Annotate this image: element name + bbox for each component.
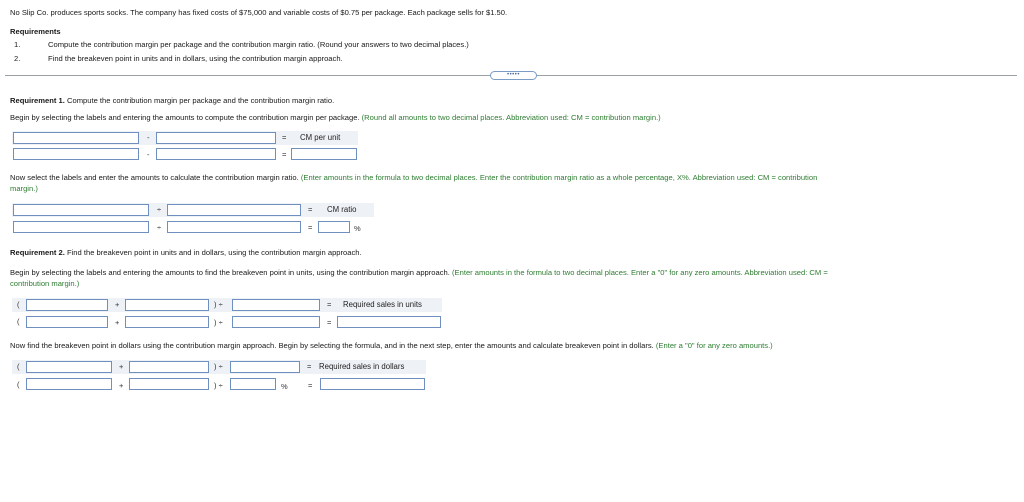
close-paren-divide: ) ÷	[214, 318, 223, 327]
equals-operator: =	[308, 205, 313, 214]
plus-operator: +	[119, 381, 124, 390]
req2-instr2-text: Now find the breakeven point in dollars using the contribution margin approach. Begin by selecting the formula, and in the next step, enter the amounts and calculate breakeven point in dollars.	[10, 341, 654, 350]
minus-operator: -	[147, 133, 150, 142]
minus-operator: -	[147, 150, 150, 159]
equals-operator: =	[327, 300, 332, 309]
close-paren-divide: ) ÷	[214, 300, 223, 309]
cm-unit-amount-input-1[interactable]	[13, 148, 139, 160]
breakeven-units-amount-input-3[interactable]	[232, 316, 320, 328]
expand-handle-button[interactable]: •••••	[490, 71, 537, 80]
cm-ratio-result-input[interactable]	[318, 221, 350, 233]
required-sales-dollars-label: Required sales in dollars	[319, 362, 405, 371]
breakeven-dollars-amount-input-3[interactable]	[230, 378, 276, 390]
requirement-1-number: 1.	[14, 40, 21, 49]
equals-operator: =	[307, 362, 312, 371]
cm-unit-amount-input-2[interactable]	[156, 148, 276, 160]
percent-sign: %	[354, 224, 361, 233]
breakeven-dollars-amount-input-1[interactable]	[26, 378, 112, 390]
req1-instr1-text: Begin by selecting the labels and entering the amounts to compute the contribution margin per package.	[10, 113, 360, 122]
open-paren: (	[17, 317, 20, 326]
req1-instr2-text: Now select the labels and enter the amounts to calculate the contribution margin ratio.	[10, 173, 299, 182]
req2-title-text: Find the breakeven point in units and in dollars, using the contribution margin approach.	[66, 248, 362, 257]
percent-sign: %	[281, 382, 288, 391]
requirement-2-text: Find the breakeven point in units and in dollars, using the contribution margin approach.	[48, 54, 343, 63]
req1-instr2-hint-line1: (Enter amounts in the formula to two decimal places. Enter the contribution margin ratio as a whole percentage, X%. Abbreviation used: CM = contribution	[300, 173, 818, 182]
cm-unit-label-select-1[interactable]	[13, 132, 139, 144]
required-sales-units-label: Required sales in units	[343, 300, 422, 309]
cm-unit-label-select-2[interactable]	[156, 132, 276, 144]
breakeven-dollars-label-select-1[interactable]	[26, 361, 112, 373]
equals-operator: =	[308, 223, 313, 232]
equals-operator: =	[327, 318, 332, 327]
requirements-heading: Requirements	[10, 27, 61, 36]
cm-per-unit-label: CM per unit	[300, 133, 341, 142]
close-paren-divide: ) ÷	[214, 381, 223, 390]
plus-operator: +	[115, 318, 120, 327]
req1-heading	[10, 96, 334, 105]
equals-operator: =	[308, 381, 313, 390]
req1-instr1-hint: (Round all amounts to two decimal places. Abbreviation used: CM = contribution margin.)	[361, 113, 661, 122]
equals-operator: =	[282, 133, 287, 142]
req2-instr1-hint-line1: (Enter amounts in the formula to two decimal places. Enter a "0" for any zero amounts. Abbreviation used: CM =	[452, 268, 828, 277]
open-paren: (	[17, 300, 20, 309]
cm-ratio-label: CM ratio	[327, 205, 357, 214]
breakeven-dollars-result-input[interactable]	[320, 378, 425, 390]
req2-heading	[10, 248, 362, 257]
breakeven-units-amount-input-1[interactable]	[26, 316, 108, 328]
cm-ratio-amount-input-1[interactable]	[13, 221, 149, 233]
divide-operator: ÷	[157, 205, 162, 214]
breakeven-dollars-amount-input-2[interactable]	[129, 378, 209, 390]
req1-instr2-hint-line2: margin.)	[10, 184, 38, 193]
cm-ratio-amount-input-2[interactable]	[167, 221, 301, 233]
open-paren: (	[17, 380, 20, 389]
close-paren-divide: ) ÷	[214, 362, 223, 371]
req1-instruction-2	[10, 173, 817, 182]
req2-instr2-hint: (Enter a "0" for any zero amounts.)	[655, 341, 773, 350]
open-paren: (	[17, 362, 20, 371]
breakeven-units-label-select-1[interactable]	[26, 299, 108, 311]
problem-statement: No Slip Co. produces sports socks. The company has fixed costs of $75,000 and variable costs of $0.75 per package. Each package sells for $1.50.	[10, 8, 508, 17]
breakeven-dollars-label-select-3[interactable]	[230, 361, 300, 373]
req2-instruction-2	[10, 341, 773, 350]
cm-ratio-label-select-2[interactable]	[167, 204, 301, 216]
breakeven-units-result-input[interactable]	[337, 316, 441, 328]
equals-operator: =	[282, 150, 287, 159]
cm-ratio-label-select-1[interactable]	[13, 204, 149, 216]
req2-instr1-text: Begin by selecting the labels and entering the amounts to find the breakeven point in units, using the contribution margin approach.	[10, 268, 450, 277]
req1-title-text: Compute the contribution margin per package and the contribution margin ratio.	[66, 96, 335, 105]
divide-operator: ÷	[157, 223, 162, 232]
requirement-2-number: 2.	[14, 54, 21, 63]
breakeven-units-amount-input-2[interactable]	[125, 316, 209, 328]
requirement-1-text: Compute the contribution margin per package and the contribution margin ratio. (Round your answers to two decimal places.)	[48, 40, 469, 49]
req2-instr1-hint-line2: contribution margin.)	[10, 279, 80, 288]
breakeven-units-label-select-3[interactable]	[232, 299, 320, 311]
req1-instruction-1	[10, 113, 661, 122]
cm-per-unit-result-input[interactable]	[291, 148, 357, 160]
breakeven-dollars-label-select-2[interactable]	[129, 361, 209, 373]
req2-title-bold: Requirement 2.	[10, 248, 65, 257]
breakeven-units-label-select-2[interactable]	[125, 299, 209, 311]
plus-operator: +	[115, 300, 120, 309]
req2-instruction-1	[10, 268, 828, 277]
plus-operator: +	[119, 362, 124, 371]
req1-title-bold: Requirement 1.	[10, 96, 65, 105]
